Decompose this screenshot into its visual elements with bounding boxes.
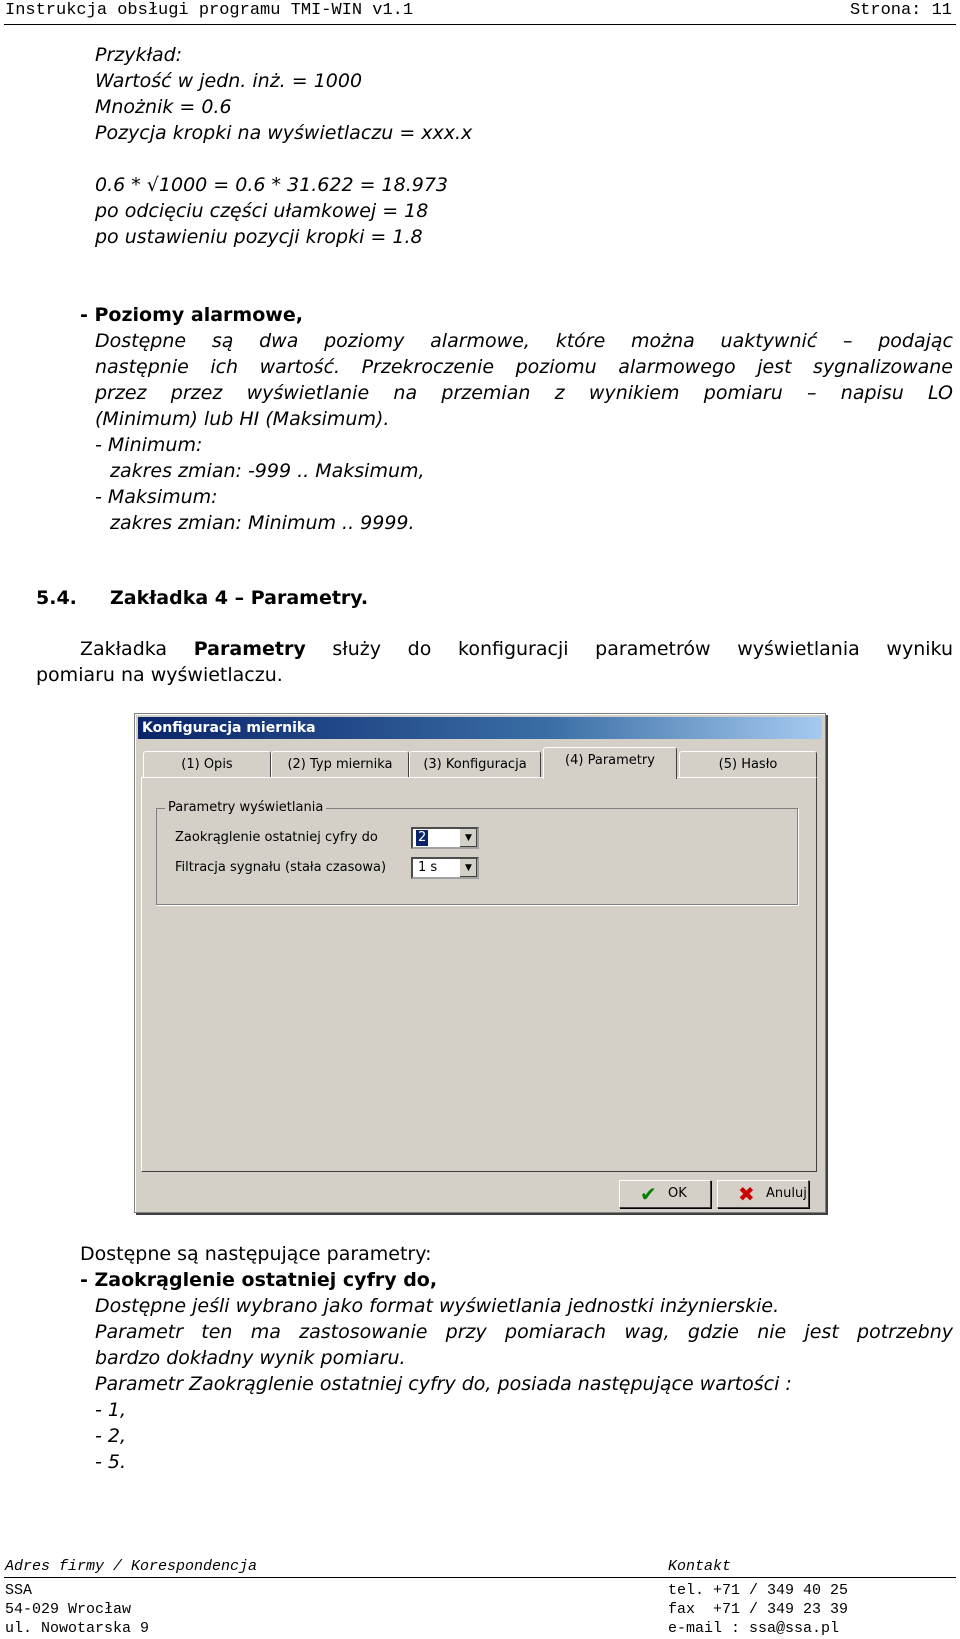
filter-select[interactable]	[411, 857, 479, 879]
section-title: Zakładka 4 – Parametry.	[110, 587, 369, 609]
tab-panel-parametry	[141, 777, 817, 1172]
alarm-paragraph-line: przez przez wyświetlanie na przemian z wynikiem pomiaru – napisu LO	[95, 382, 953, 404]
document-title: Instrukcja obsługi programu TMI-WIN v1.1	[5, 1, 414, 20]
intro-text: służy do konfiguracji parametrów wyświetlania wyniku	[305, 638, 953, 660]
params-line: Parametr ten ma zastosowanie przy pomiarach wag, gdzie nie jest potrzebny	[95, 1321, 953, 1343]
cross-icon: ✖	[738, 1182, 755, 1206]
checkmark-icon: ✔	[640, 1182, 657, 1206]
rounding-select[interactable]	[411, 827, 479, 849]
filter-label: Filtracja sygnału (stała czasowa)	[175, 860, 387, 875]
params-line: Parametr Zaokrąglenie ostatniej cyfry do, posiada następujące wartości :	[95, 1373, 792, 1395]
example-line: Przykład:	[95, 44, 183, 66]
footer-rule	[4, 1577, 956, 1578]
tab-opis[interactable]	[143, 751, 271, 778]
dropdown-arrow-icon[interactable]: ▼	[459, 829, 477, 847]
alarm-paragraph-line: Dostępne są dwa poziomy alarmowe, które można uaktywnić – podając	[95, 330, 953, 352]
footer-email: e-mail : ssa@ssa.pl	[668, 1620, 840, 1637]
tab-konfiguracja[interactable]	[409, 751, 541, 778]
params-line: bardzo dokładny wynik pomiaru.	[95, 1347, 406, 1369]
example-line: po odcięciu części ułamkowej = 18	[95, 200, 429, 222]
tab-haslo[interactable]	[679, 751, 817, 778]
example-line: Wartość w jedn. inż. = 1000	[95, 70, 363, 92]
section-intro-line: pomiaru na wyświetlaczu.	[36, 664, 283, 686]
tab-label: (5) Hasło	[718, 757, 778, 772]
footer-fax: fax +71 / 349 23 39	[668, 1601, 849, 1618]
dialog-title: Konfiguracja miernika	[138, 717, 822, 739]
alarm-min-label: - Minimum:	[95, 434, 203, 456]
params-value: - 1,	[95, 1399, 127, 1421]
example-line: Mnożnik = 0.6	[95, 96, 232, 118]
params-value: - 5.	[95, 1451, 127, 1473]
section-number: 5.4.	[36, 587, 77, 609]
params-heading: - Zaokrąglenie ostatniej cyfry do,	[80, 1269, 438, 1291]
dropdown-arrow-icon[interactable]: ▼	[459, 859, 477, 877]
rounding-label: Zaokrąglenie ostatniej cyfry do	[175, 830, 378, 845]
intro-text: Zakładka	[80, 638, 194, 660]
group-title: Parametry wyświetlania	[165, 800, 326, 816]
footer-contact-title: Kontakt	[668, 1558, 732, 1575]
alarm-min-range: zakres zmian: -999 .. Maksimum,	[110, 460, 425, 482]
cancel-button[interactable]	[717, 1180, 809, 1208]
tab-label: (3) Konfiguracja	[423, 757, 527, 772]
params-line: Dostępne jeśli wybrano jako format wyświetlania jednostki inżynierskie.	[95, 1295, 780, 1317]
footer-phone: tel. +71 / 349 40 25	[668, 1582, 849, 1599]
alarm-paragraph-line: (Minimum) lub HI (Maksimum).	[95, 408, 390, 430]
footer-address-line: SSA	[5, 1582, 33, 1599]
example-line: 0.6 * √1000 = 0.6 * 31.622 = 18.973	[95, 174, 449, 196]
section-intro-line	[80, 636, 953, 662]
tab-typ-miernika[interactable]	[271, 751, 409, 778]
alarm-paragraph-line: następnie ich wartość. Przekroczenie poziomu alarmowego jest sygnalizowane	[95, 356, 953, 378]
rounding-value: 2	[418, 830, 427, 845]
example-line: po ustawieniu pozycji kropki = 1.8	[95, 226, 423, 248]
tab-label: (1) Opis	[181, 757, 233, 772]
tab-parametry[interactable]	[543, 747, 677, 779]
tab-label: (4) Parametry	[565, 753, 655, 768]
ok-button-label: OK	[668, 1186, 687, 1201]
footer-address-title: Adres firmy / Korespondencja	[5, 1558, 258, 1575]
params-intro: Dostępne są następujące parametry:	[80, 1243, 432, 1265]
display-parameters-group	[156, 800, 798, 905]
header-rule	[4, 24, 956, 25]
page-number: Strona: 11	[849, 1, 952, 20]
alarm-max-range: zakres zmian: Minimum .. 9999.	[110, 512, 415, 534]
configuration-dialog	[134, 713, 826, 1213]
filter-value: 1 s	[418, 860, 438, 875]
cancel-button-label: Anuluj	[766, 1186, 807, 1201]
example-line: Pozycja kropki na wyświetlaczu = xxx.x	[95, 122, 473, 144]
alarm-heading: - Poziomy alarmowe,	[80, 304, 303, 326]
footer-address-line: 54-029 Wrocław	[5, 1601, 132, 1618]
footer-address-line: ul. Nowotarska 9	[5, 1620, 150, 1637]
tab-label: (2) Typ miernika	[287, 757, 393, 772]
alarm-max-label: - Maksimum:	[95, 486, 218, 508]
intro-bold-term: Parametry	[193, 638, 306, 660]
params-value: - 2,	[95, 1425, 127, 1447]
ok-button[interactable]	[619, 1180, 711, 1208]
